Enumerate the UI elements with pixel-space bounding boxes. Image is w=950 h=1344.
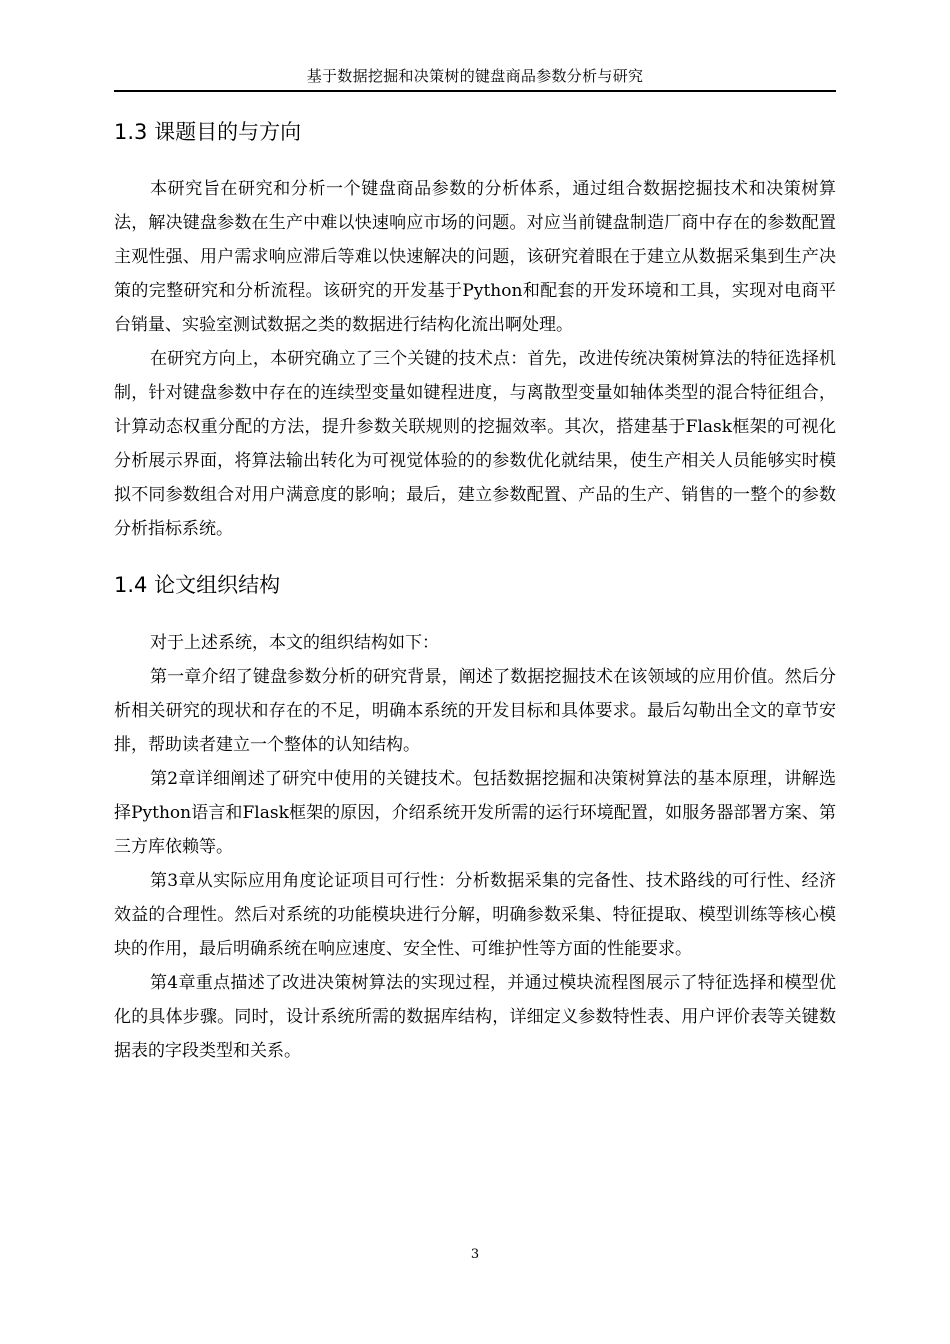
section-heading-1-4: 1.4 论文组织结构 [114, 573, 281, 597]
paragraph: 本研究旨在研究和分析一个键盘商品参数的分析体系，通过组合数据挖掘技术和决策树算法，解决键盘参数在生产中难以快速响应市场的问题。对应当前键盘制造厂商中存在的参数配置主观性强、用户需求响应滞后等难以快速解决的问题，该研究着眼在于建立从数据采集到生产决策的完整研究和分析流程。该研究的开发基于Python和配套的开发环境和工具，实现对电商平台销量、实验室测试数据之类的数据进行结构化流出啊处理。 [114, 179, 836, 335]
running-header: 基于数据挖掘和决策树的键盘商品参数分析与研究 [114, 62, 836, 92]
paragraph: 第2章详细阐述了研究中使用的关键技术。包括数据挖掘和决策树算法的基本原理，讲解选择Python语言和Flask框架的原因，介绍系统开发所需的运行环境配置，如服务器部署方案、第三方库依赖等。 [114, 769, 836, 857]
paragraph: 第4章重点描述了改进决策树算法的实现过程，并通过模块流程图展示了特征选择和模型优化的具体步骤。同时，设计系统所需的数据库结构，详细定义参数特性表、用户评价表等关键数据表的字段类型和关系。 [114, 973, 836, 1061]
page-body [114, 112, 836, 1068]
paragraph: 第一章介绍了键盘参数分析的研究背景，阐述了数据挖掘技术在该领域的应用价值。然后分析相关研究的现状和存在的不足，明确本系统的开发目标和具体要求。最后勾勒出全文的章节安排，帮助读者建立一个整体的认知结构。 [114, 667, 836, 755]
page-number: 3 [470, 1247, 480, 1262]
paragraph: 第3章从实际应用角度论证项目可行性：分析数据采集的完备性、技术路线的可行性、经济效益的合理性。然后对系统的功能模块进行分解，明确参数采集、特征提取、模型训练等核心模块的作用，最后明确系统在响应速度、安全性、可维护性等方面的性能要求。 [114, 871, 836, 959]
section-heading-1-3: 1.3 课题目的与方向 [114, 120, 302, 144]
paragraph: 在研究方向上，本研究确立了三个关键的技术点：首先，改进传统决策树算法的特征选择机制，针对键盘参数中存在的连续型变量如键程进度，与离散型变量如轴体类型的混合特征组合，计算动态权重分配的方法，提升参数关联规则的挖掘效率。其次，搭建基于Flask框架的可视化分析展示界面，将算法输出转化为可视觉体验的的参数优化就结果，使生产相关人员能够实时模拟不同参数组合对用户满意度的影响；最后，建立参数配置、产品的生产、销售的一整个的参数分析指标系统。 [114, 349, 836, 539]
paragraph: 对于上述系统，本文的组织结构如下： [150, 633, 439, 653]
